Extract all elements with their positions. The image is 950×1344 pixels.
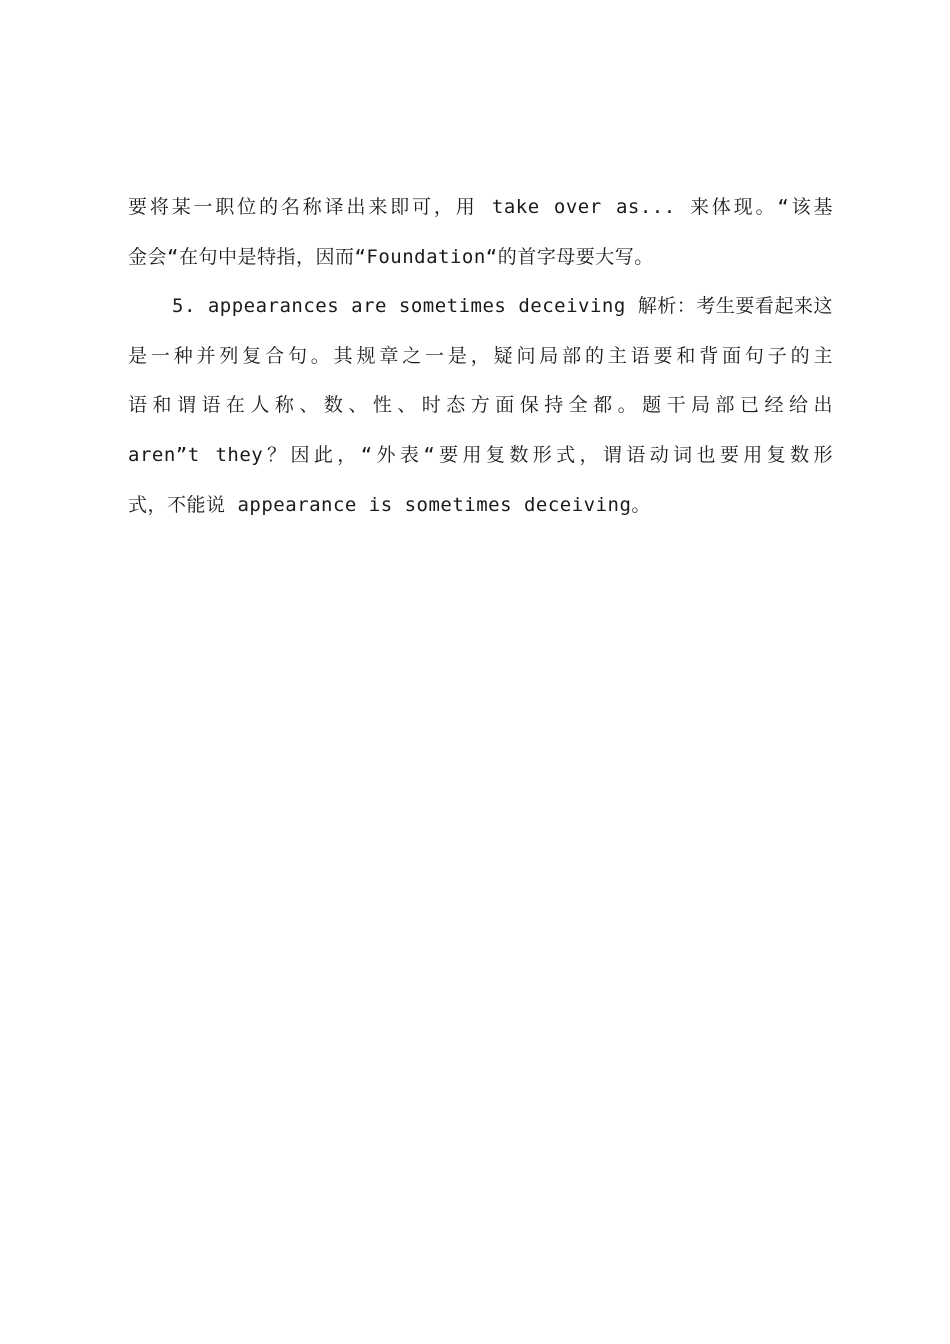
paragraph-item-5 xyxy=(128,282,833,530)
text-line: 要将某一职位的名称译出来即可，用 take over as... 来体现。“该基 xyxy=(128,196,833,218)
text-line: aren”t they？因此，“外表“要用复数形式，谓语动词也要用复数形 xyxy=(128,443,833,466)
document-body xyxy=(128,183,833,530)
text-line: 5. appearances are sometimes deceiving 解析：考生要看起来这 xyxy=(172,295,833,318)
text-line: 语和谓语在人称、数、性、时态方面保持全都。题干局部已经给出 xyxy=(128,394,833,417)
text-line: 是一种并列复合句。其规章之一是，疑问局部的主语要和背面句子的主 xyxy=(128,344,833,367)
paragraph-translation-note xyxy=(128,183,833,282)
text-line: 式，不能说 appearance is sometimes deceiving。 xyxy=(128,493,651,516)
text-line: 金会“在句中是特指，因而“Foundation“的首字母要大写。 xyxy=(128,245,654,268)
